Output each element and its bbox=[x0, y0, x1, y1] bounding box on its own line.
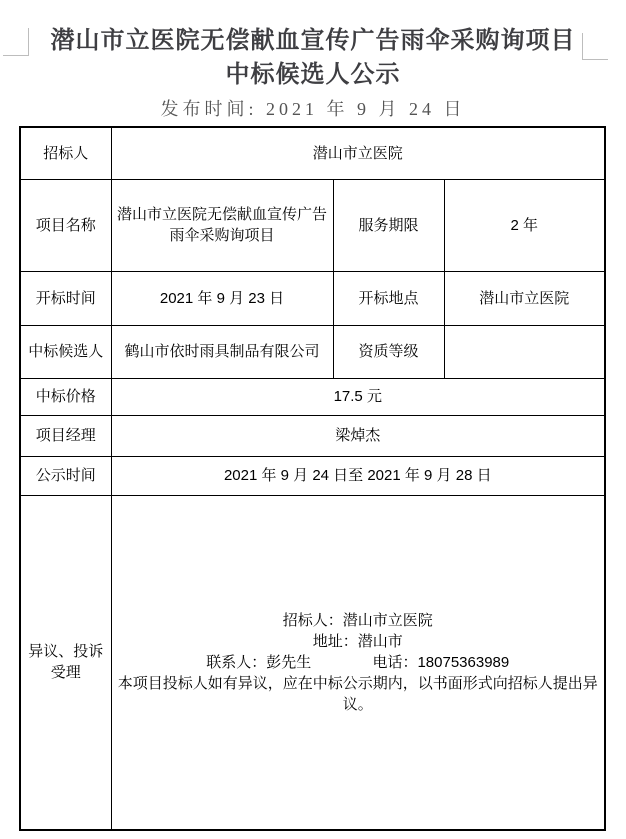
table-row-opening bbox=[20, 271, 605, 325]
objection-contact-phone: 电话：18075363989 bbox=[372, 653, 510, 671]
table-row-publicity bbox=[20, 456, 605, 495]
table-row-manager bbox=[20, 415, 605, 456]
bid-announcement-table bbox=[19, 126, 606, 831]
table-row-bidder bbox=[20, 127, 605, 179]
publicity-value-cell: 2021 年 9 月 24 日至 2021 年 9 月 28 日 bbox=[111, 456, 605, 495]
project-value-cell: 潜山市立医院无偿献血宣传广告雨伞采购询项目 bbox=[111, 179, 333, 271]
objection-label-line2: 受理 bbox=[50, 664, 81, 682]
project-label-cell: 项目名称 bbox=[20, 179, 111, 271]
price-label-cell: 中标价格 bbox=[20, 378, 111, 415]
page-title-line1: 潜山市立医院无偿献血宣传广告雨伞采购询项目 bbox=[50, 28, 576, 54]
table-row-project bbox=[20, 179, 605, 271]
objection-address-line: 地址：潜山市 bbox=[312, 632, 403, 650]
opening-time-label-cell: 开标时间 bbox=[20, 271, 111, 325]
opening-time-value-cell: 2021 年 9 月 23 日 bbox=[111, 271, 333, 325]
manager-value-cell: 梁焯杰 bbox=[111, 415, 605, 456]
bidder-value-cell: 潜山市立医院 bbox=[111, 127, 605, 179]
table-row-candidate bbox=[20, 325, 605, 378]
candidate-value-cell: 鹤山市依时雨具制品有限公司 bbox=[111, 325, 333, 378]
qualification-value-cell bbox=[444, 325, 605, 378]
objection-notice-line: 本项目投标人如有异议，应在中标公示期内，以书面形式向招标人提出异议。 bbox=[117, 674, 598, 713]
service-term-value-cell: 2 年 bbox=[444, 179, 605, 271]
table-row-price bbox=[20, 378, 605, 415]
objection-content-cell bbox=[111, 495, 605, 830]
page-title-line2: 中标候选人公示 bbox=[225, 62, 401, 88]
opening-place-label-cell: 开标地点 bbox=[333, 271, 444, 325]
table-row-objection bbox=[20, 495, 605, 830]
page-title bbox=[0, 24, 626, 92]
objection-contact-person: 联系人：彭先生 bbox=[206, 653, 312, 671]
qualification-label-cell: 资质等级 bbox=[333, 325, 444, 378]
service-term-label-cell: 服务期限 bbox=[333, 179, 444, 271]
publish-date-line: 发布时间: 2021 年 9 月 24 日 bbox=[160, 99, 466, 119]
opening-place-value-cell: 潜山市立医院 bbox=[444, 271, 605, 325]
manager-label-cell: 项目经理 bbox=[20, 415, 111, 456]
price-value-cell: 17.5 元 bbox=[111, 378, 605, 415]
bidder-label-cell: 招标人 bbox=[20, 127, 111, 179]
candidate-label-cell: 中标候选人 bbox=[20, 325, 111, 378]
objection-label-line1: 异议、投诉 bbox=[28, 643, 104, 661]
objection-label-cell bbox=[20, 495, 111, 830]
objection-contact-line bbox=[114, 652, 603, 673]
objection-bidder-line: 招标人：潜山市立医院 bbox=[282, 611, 433, 629]
publicity-label-cell: 公示时间 bbox=[20, 456, 111, 495]
